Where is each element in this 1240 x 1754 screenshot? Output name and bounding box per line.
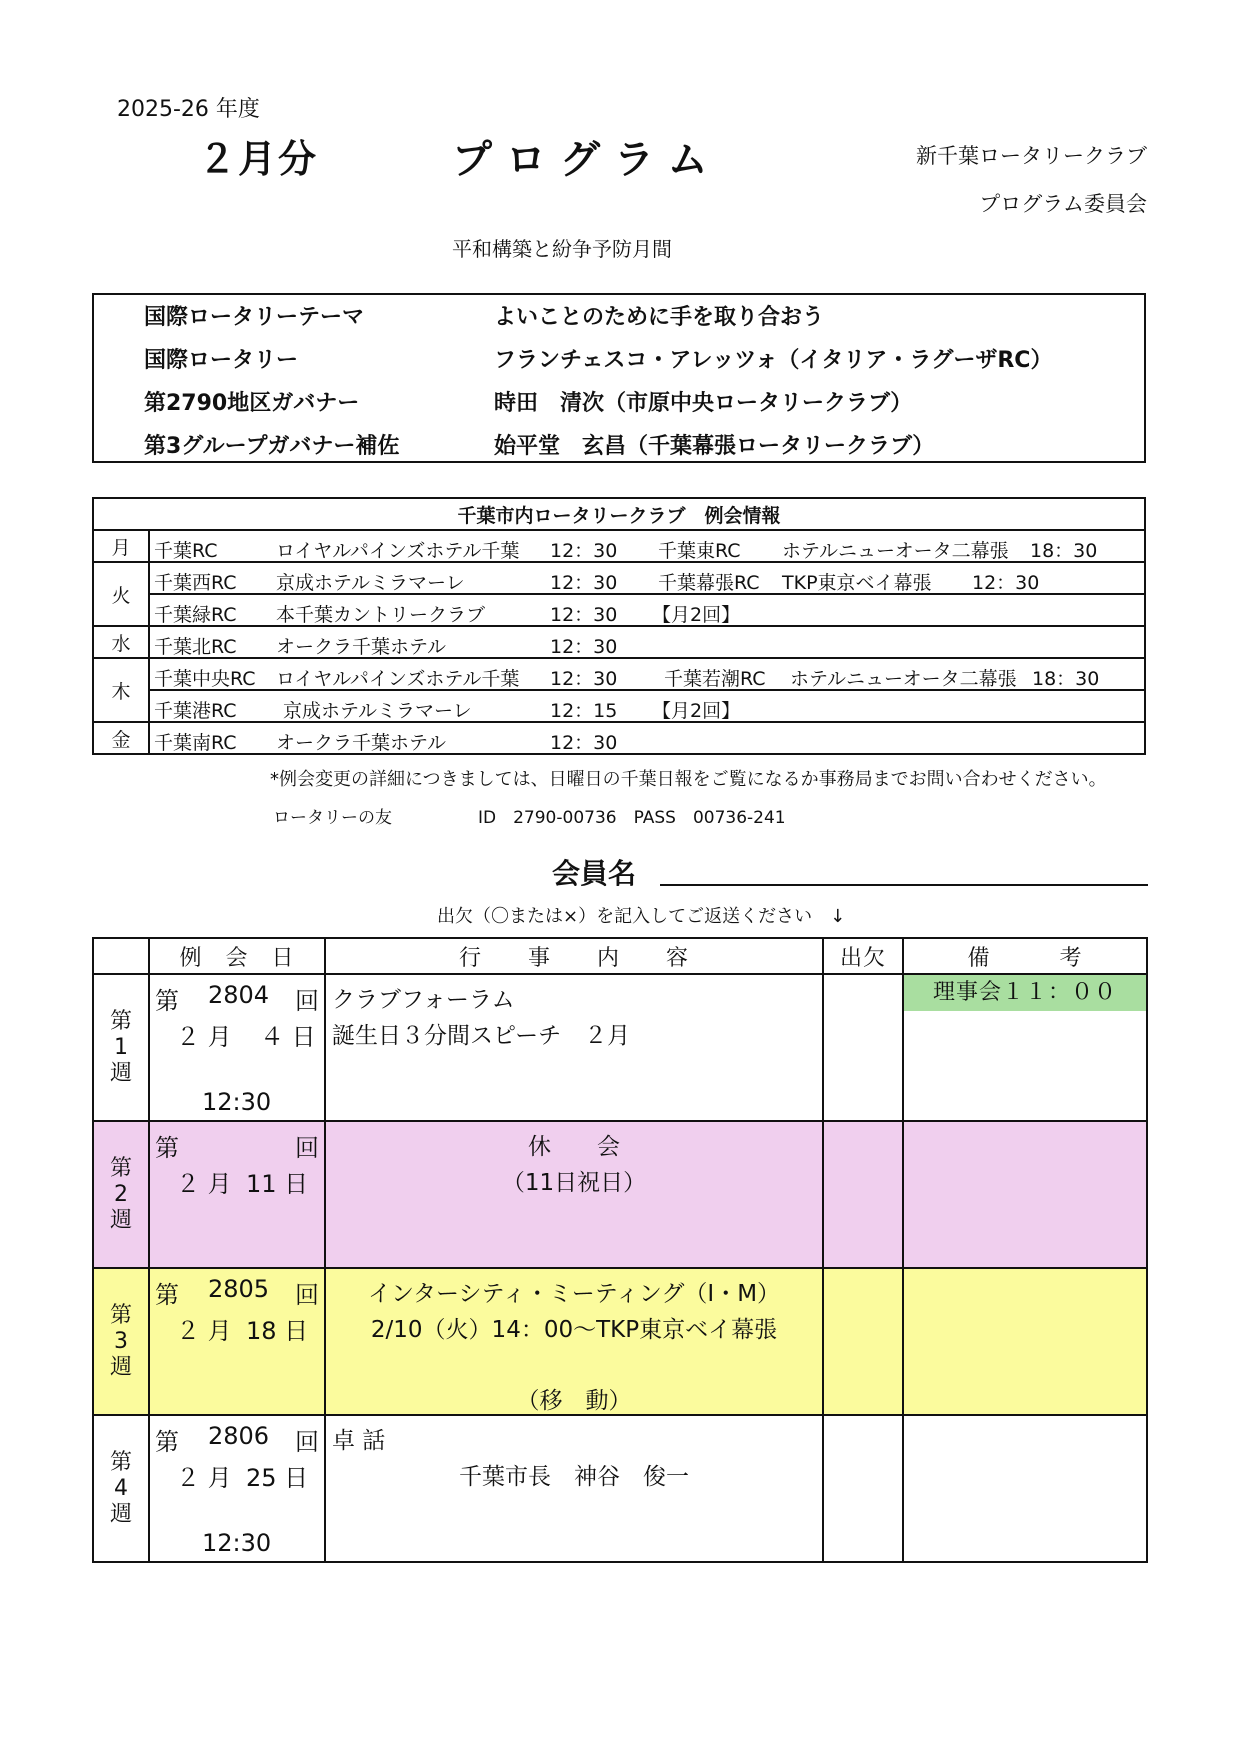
meeting-number: 2806	[208, 1422, 270, 1450]
time-cell: 18：30	[1032, 668, 1100, 690]
meeting-day: ４ 日	[260, 1023, 316, 1051]
time-cell: 12：15	[550, 700, 618, 722]
time-cell: 18：30	[1030, 540, 1098, 562]
venue-cell: ホテルニューオータ二幕張	[782, 540, 1009, 562]
attendance-header: 出欠	[823, 938, 903, 974]
event-line: インターシティ・ミーティング（I・M）	[367, 1281, 781, 1307]
week-number: 第 2 週	[109, 1155, 132, 1233]
event-line: 卓 話	[332, 1428, 386, 1454]
rotary-friend-login: ID 2790-00736 PASS 00736-241	[478, 808, 786, 828]
club-name-cell: 千葉中央RC	[154, 668, 256, 690]
club-row	[149, 690, 1145, 722]
meeting-number: 2804	[208, 981, 270, 1009]
meeting-time: 12:30	[202, 1088, 272, 1116]
attendance-cell[interactable]	[823, 1121, 903, 1268]
week-number: 第 4 週	[109, 1449, 132, 1527]
week-header	[93, 938, 149, 974]
day-label: 火	[93, 562, 149, 626]
venue-cell: 京成ホテルミラマーレ	[276, 572, 465, 594]
event-line: 休 会	[528, 1134, 620, 1160]
attendance-cell[interactable]	[823, 974, 903, 1121]
time-cell: 12：30	[550, 540, 618, 562]
club-row	[149, 722, 1145, 754]
venue-cell: 京成ホテルミラマーレ	[283, 700, 472, 722]
event-content	[325, 1121, 823, 1268]
event-content	[325, 974, 823, 1121]
meeting-no-suffix: 回	[295, 1281, 319, 1309]
time-cell: 12：30	[550, 636, 618, 658]
week-row	[93, 1415, 1147, 1562]
attendance-cell[interactable]	[823, 1268, 903, 1415]
board-meeting-badge: 理事会１１：００	[904, 975, 1146, 1011]
meeting-day: 18 日	[246, 1317, 309, 1345]
club-name-cell: 千葉幕張RC	[658, 572, 760, 594]
time-cell: 12：30	[550, 668, 618, 690]
frequency-note: 【月2回】	[652, 700, 741, 722]
leader-label: 国際ロータリーテーマ	[144, 305, 365, 330]
remarks-header: 備 考	[903, 938, 1147, 974]
event-line: クラブフォーラム	[332, 987, 515, 1013]
day-label: 金	[93, 722, 149, 754]
leader-value: 時田 清次（市原中央ロータリークラブ）	[494, 391, 913, 416]
day-label: 月	[93, 530, 149, 562]
week-label	[93, 1415, 149, 1562]
club-name-cell: 千葉港RC	[154, 700, 237, 722]
club-name-cell: 千葉RC	[154, 540, 218, 562]
leader-label: 第3グループガバナー補佐	[144, 434, 400, 459]
meeting-month: ２ 月	[176, 1317, 232, 1345]
club-name-cell: 千葉若潮RC	[664, 668, 766, 690]
meeting-month: ２ 月	[176, 1023, 232, 1051]
meeting-time: 12:30	[202, 1529, 272, 1557]
meeting-date	[149, 1415, 325, 1562]
attendance-cell[interactable]	[823, 1415, 903, 1562]
time-cell: 12：30	[550, 604, 618, 626]
week-row	[93, 974, 1147, 1121]
month-theme: 平和構築と紛争予防月間	[452, 237, 672, 261]
venue-cell: ホテルニューオータ二幕張	[790, 668, 1017, 690]
meeting-no-prefix: 第	[155, 1428, 179, 1456]
week-number: 第 1 週	[109, 1008, 132, 1086]
meeting-month: ２ 月	[176, 1170, 232, 1198]
meeting-no-prefix: 第	[155, 1134, 179, 1162]
leader-value: よいことのために手を取り合おう	[494, 305, 825, 330]
club-name-cell: 千葉南RC	[154, 732, 237, 754]
frequency-note: 【月2回】	[652, 604, 741, 626]
schedule-table	[92, 937, 1148, 1563]
club-row	[149, 658, 1145, 690]
meeting-no-prefix: 第	[155, 987, 179, 1015]
event-line: （移 動）	[516, 1388, 632, 1414]
leader-value: フランチェスコ・アレッツォ（イタリア・ラグーザRC）	[494, 348, 1053, 373]
day-label: 木	[93, 658, 149, 722]
time-cell: 12：30	[550, 572, 618, 594]
club-name-cell: 千葉緑RC	[154, 604, 237, 626]
event-content	[325, 1268, 823, 1415]
leader-label: 第2790地区ガバナー	[144, 391, 360, 416]
meeting-month: ２ 月	[176, 1464, 232, 1492]
club-table-title: 千葉市内ロータリークラブ 例会情報	[93, 498, 1145, 530]
fiscal-year: 2025-26 年度	[117, 97, 260, 122]
month-title: ２月分	[198, 137, 319, 181]
content-header: 行 事 内 容	[325, 938, 823, 974]
time-cell: 12：30	[972, 572, 1040, 594]
week-label	[93, 1268, 149, 1415]
meeting-no-suffix: 回	[295, 1134, 319, 1162]
meeting-no-prefix: 第	[155, 1281, 179, 1309]
meeting-day: 25 日	[246, 1464, 309, 1492]
committee-name: プログラム委員会	[979, 192, 1147, 216]
club-row	[149, 562, 1145, 594]
venue-cell: ロイヤルパインズホテル千葉	[276, 668, 520, 690]
event-content	[325, 1415, 823, 1562]
week-label	[93, 1121, 149, 1268]
venue-cell: オークラ千葉ホテル	[276, 732, 447, 754]
week-number: 第 3 週	[109, 1302, 132, 1380]
remarks-cell	[903, 1121, 1147, 1268]
date-header: 例 会 日	[149, 938, 325, 974]
meeting-day: 11 日	[246, 1170, 309, 1198]
leaders-box	[92, 293, 1146, 463]
venue-cell: 本千葉カントリークラブ	[276, 604, 486, 626]
club-name-cell: 千葉北RC	[154, 636, 237, 658]
club-row	[149, 530, 1145, 562]
program-title: プログラム	[452, 137, 722, 183]
club-row	[149, 594, 1145, 626]
venue-cell: オークラ千葉ホテル	[276, 636, 447, 658]
club-name-cell: 千葉西RC	[154, 572, 237, 594]
remarks-cell	[903, 1268, 1147, 1415]
meeting-change-note: *例会変更の詳細につきましては、日曜日の千葉日報をご覧になるか事務局までお問い合わせください。	[270, 769, 1107, 790]
meeting-no-suffix: 回	[295, 987, 319, 1015]
attendance-instruction: 出欠（〇または×）を記入してご返送ください ↓	[437, 906, 846, 927]
day-label: 水	[93, 626, 149, 658]
remarks-cell	[903, 1415, 1147, 1562]
remarks-cell	[903, 974, 1147, 1121]
meeting-number: 2805	[208, 1275, 270, 1303]
event-line: 誕生日３分間スピーチ ２月	[332, 1023, 631, 1049]
leader-label: 国際ロータリー	[144, 348, 299, 373]
meeting-no-suffix: 回	[295, 1428, 319, 1456]
meeting-date	[149, 1121, 325, 1268]
meeting-date	[149, 974, 325, 1121]
club-name-cell: 千葉東RC	[658, 540, 741, 562]
week-row	[93, 1268, 1147, 1415]
event-line: 2/10（火）14：00～TKP東京ベイ幕張	[370, 1317, 778, 1343]
club-meeting-table	[92, 497, 1146, 755]
meeting-date	[149, 1268, 325, 1415]
rotary-friend-label: ロータリーの友	[273, 808, 392, 828]
venue-cell: TKP東京ベイ幕張	[782, 572, 932, 594]
event-line: 千葉市長 神谷 俊一	[459, 1464, 689, 1490]
leader-value: 始平堂 玄昌（千葉幕張ロータリークラブ）	[494, 434, 935, 459]
member-name-field[interactable]	[660, 884, 1148, 886]
club-name: 新千葉ロータリークラブ	[916, 144, 1147, 168]
member-name-label: 会員名	[552, 857, 637, 890]
venue-cell: ロイヤルパインズホテル千葉	[276, 540, 520, 562]
time-cell: 12：30	[550, 732, 618, 754]
event-line: （11日祝日）	[501, 1170, 647, 1196]
week-label	[93, 974, 149, 1121]
club-row	[149, 626, 1145, 658]
week-row	[93, 1121, 1147, 1268]
